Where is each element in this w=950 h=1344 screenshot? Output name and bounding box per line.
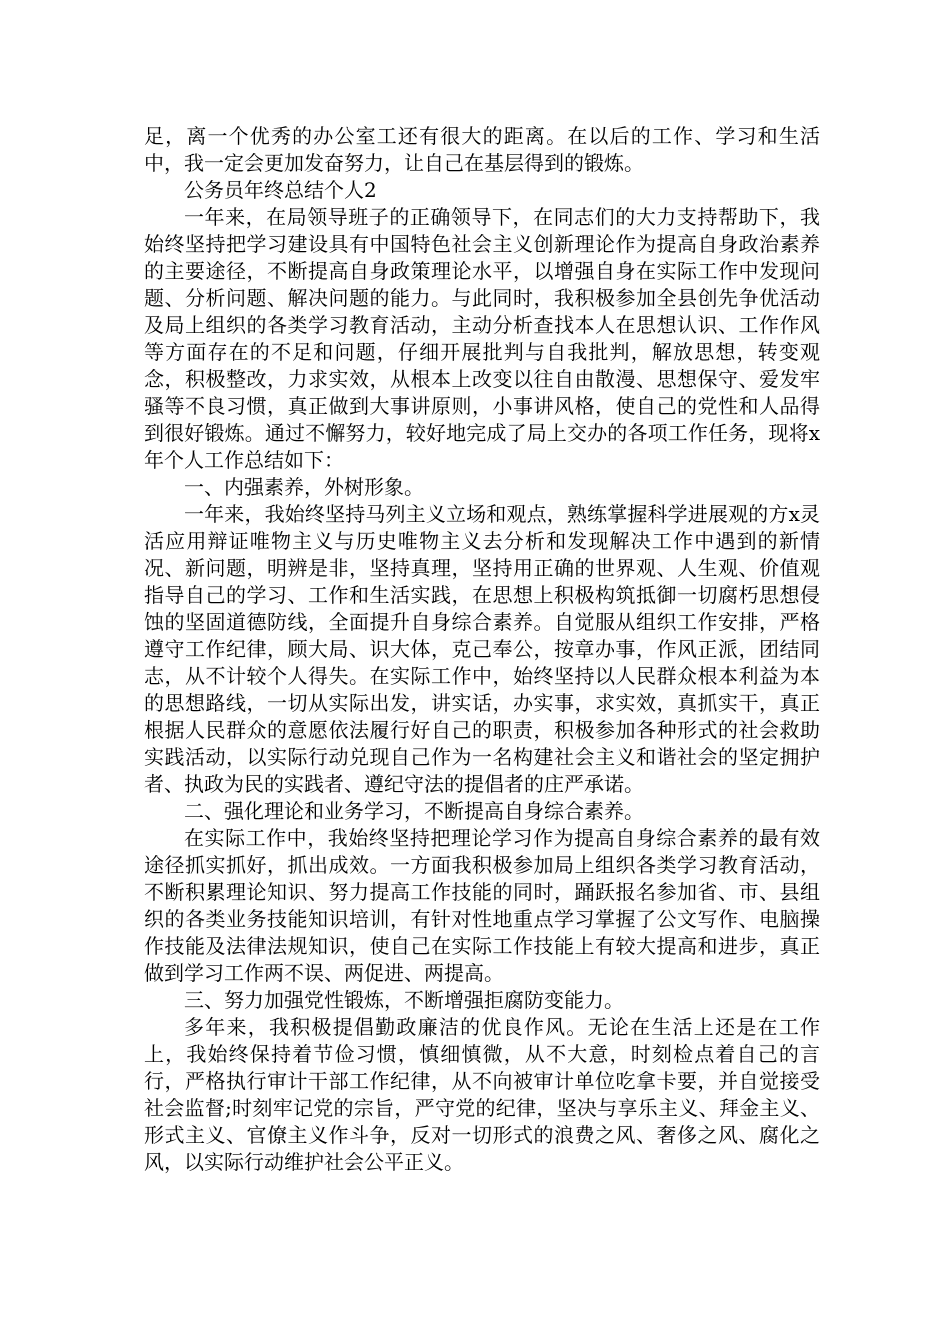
paragraph-two: 在实际工作中，我始终坚持把理论学习作为提高自身综合素养的最有效途径抓实抓好，抓出成效。一方面我积极参加局上组织各类学习教育活动，不断积累理论知识、努力提高工作技能的同时，踊跃报名参加省、市、县组织的各类业务技能知识培训，有针对性地重点学习掌握了公文写作、电脑操作技能及法律法规知识，使自己在实际工作技能上有较大提高和进步，真正做到学习工作两不误、两促进、两提高。	[144, 826, 820, 985]
heading-one: 一、内强素养，外树形象。	[184, 475, 424, 499]
document-body	[144, 123, 820, 1176]
paragraph-intro: 一年来，在局领导班子的正确领导下，在同志们的大力支持帮助下，我始终坚持把学习建设具有中国特色社会主义创新理论作为提高自身政治素养的主要途径，不断提高自身政策理论水平，以增强自身在实际工作中发现问题、分析问题、解决问题的能力。与此同时，我积极参加全县创先争优活动及局上组织的各类学习教育活动，主动分析查找本人在思想认识、工作作风等方面存在的不足和问题，仔细开展批判与自我批判，解放思想，转变观念，积极整改，力求实效，从根本上改变以往自由散漫、思想保守、爱发牢骚等不良习惯，真正做到大事讲原则，小事讲风格，使自己的党性和人品得到很好锻炼。通过不懈努力，较好地完成了局上交办的各项工作任务，现将x年个人工作总结如下：	[144, 205, 820, 472]
heading-two: 二、强化理论和业务学习，不断提高自身综合素养。	[184, 799, 644, 823]
paragraph-continuation: 足，离一个优秀的办公室工还有很大的距离。在以后的工作、学习和生活中，我一定会更加发奋努力，让自己在基层得到的锻炼。	[144, 124, 820, 175]
section-title: 公务员年终总结个人2	[184, 178, 377, 202]
heading-three: 三、努力加强党性锻炼，不断增强拒腐防变能力。	[184, 988, 624, 1012]
paragraph-one: 一年来，我始终坚持马列主义立场和观点，熟练掌握科学进展观的方x灵活应用辩证唯物主义与历史唯物主义去分析和发现解决工作中遇到的新情况、新问题，明辨是非，坚持真理，坚持用正确的世界观、人生观、价值观指导自己的学习、工作和生活实践，在思想上积极构筑抵御一切腐朽思想侵蚀的坚固道德防线，全面提升自身综合素养。自觉服从组织工作安排，严格遵守工作纪律，顾大局、识大体，克己奉公，按章办事，作风正派，团结同志，从不计较个人得失。在实际工作中，始终坚持以人民群众根本利益为本的思想路线，一切从实际出发，讲实话，办实事，求实效，真抓实干，真正根据人民群众的意愿依法履行好自己的职责，积极参加各种形式的社会救助实践活动，以实际行动兑现自己作为一名构建社会主义和谐社会的坚定拥护者、执政为民的实践者、遵纪守法的提倡者的庄严承诺。	[144, 502, 820, 796]
paragraph-three: 多年来，我积极提倡勤政廉洁的优良作风。无论在生活上还是在工作上，我始终保持着节俭习惯，慎细慎微，从不大意，时刻检点着自己的言行，严格执行审计干部工作纪律，从不向被审计单位吃拿卡要，并自觉接受社会监督;时刻牢记党的宗旨，严守党的纪律，坚决与享乐主义、拜金主义、形式主义、官僚主义作斗争，反对一切形式的浪费之风、奢侈之风、腐化之风，以实际行动维护社会公平正义。	[144, 1015, 820, 1174]
